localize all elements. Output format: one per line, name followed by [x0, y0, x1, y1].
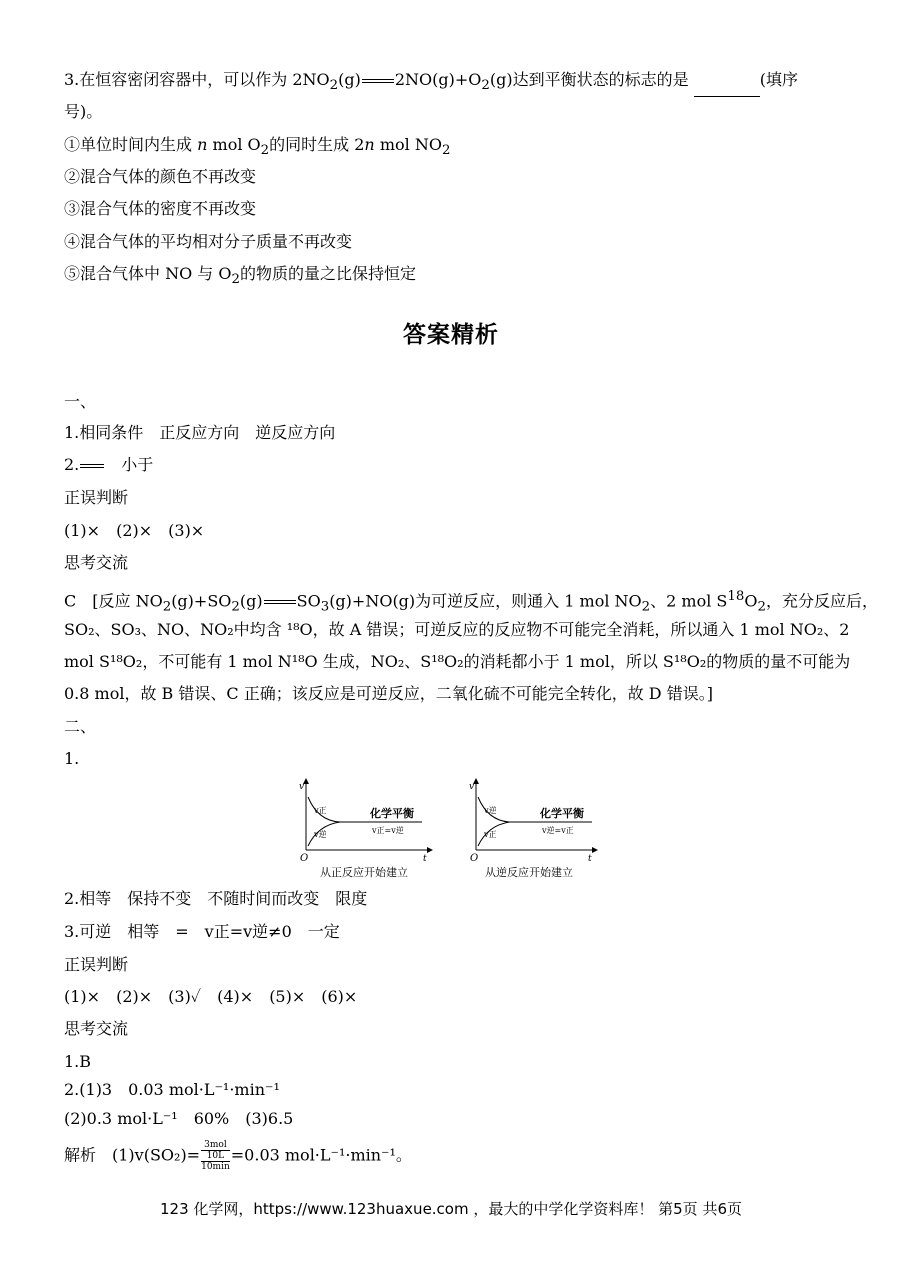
- section-1-item-1: 1.相同条件 正反应方向 逆反应方向: [64, 423, 336, 442]
- equilibrium-relation: v逆=v正: [542, 826, 574, 835]
- section-1-explanation-line1: C [反应 $NO_2(g)+SO_2(g)$ $SO_3(g)+NO(g)$为可逆反应，则通入 1 mol $NO_2$、2 mol $S^{18}O_2$，充分反应后，: [64, 589, 878, 615]
- graph-caption: 从正反应开始建立: [320, 866, 408, 879]
- section-1-think-heading: 思考交流: [64, 553, 129, 572]
- equilibrium-relation: v正=v逆: [372, 826, 404, 835]
- section-2-item-2: 2.相等 保持不变 不随时间而改变 限度: [64, 889, 368, 908]
- section-1-explanation-line3: mol S¹⁸O₂，不可能有 1 mol N¹⁸O 生成，NO₂、S¹⁸O₂的消耗都小于 1 mol，所以 S¹⁸O₂的物质的量不可能为: [64, 652, 851, 671]
- option-5: ⑤混合气体中 NO 与 $O_2$的物质的量之比保持恒定: [64, 264, 416, 288]
- graph-reverse: [469, 778, 598, 879]
- section-2-analysis: 解析 (1)v(SO₂)= 3mol 10L 10min =0.03 mol·L⁻¹·min⁻¹。: [64, 1140, 412, 1172]
- lower-curve-label: v正: [484, 830, 497, 839]
- section-1-item-2: 2. 小于: [64, 455, 154, 474]
- section-2-item-1: 1.: [64, 749, 80, 768]
- section-1-judge-heading: 正误判断: [64, 488, 129, 507]
- origin-label: O: [300, 853, 309, 864]
- axis-t-label: t: [588, 854, 592, 864]
- option-1: ①单位时间内生成 n mol $O_2$的同时生成 2n mol $NO_2$: [64, 135, 451, 159]
- equilibrium-arrow-icon: [362, 77, 394, 85]
- axis-v-label: v: [469, 782, 475, 792]
- section-2-answer-2: 2.(1)3 0.03 mol·L⁻¹·min⁻¹: [64, 1080, 280, 1099]
- section-1-judge-answers: (1)× (2)× (3)×: [64, 521, 205, 540]
- page-footer: 123 化学网，https://www.123huaxue.com ，最大的中学化学资料库！ 第5页 共6页: [159, 1200, 742, 1218]
- question-3-line1: 3.在恒容密闭容器中，可以作为 $2NO_2(g)$ $2NO(g)+O_2(g)$达到平衡状态的标志的是 (填序: [64, 69, 798, 97]
- section-2-answer-3: (2)0.3 mol·L⁻¹ 60% (3)6.5: [64, 1109, 294, 1128]
- origin-label: O: [470, 853, 479, 864]
- section-2-judge-heading: 正误判断: [64, 955, 129, 974]
- equilibrium-label: 化学平衡: [540, 807, 584, 820]
- axis-v-label: v: [299, 782, 305, 792]
- option-3: ③混合气体的密度不再改变: [64, 199, 257, 218]
- section-1-explanation-line2: SO₂、SO₃、NO、NO₂中均含 ¹⁸O，故 A 错误；可逆反应的反应物不可能完全消耗，所以通入 1 mol NO₂、2: [64, 620, 850, 639]
- section-2-heading: 二、: [64, 717, 97, 736]
- equilibrium-arrow-icon: [80, 462, 104, 470]
- option-2: ②混合气体的颜色不再改变: [64, 167, 257, 186]
- equilibrium-label: 化学平衡: [370, 807, 414, 820]
- answer-title: 答案精析: [403, 321, 499, 348]
- section-2-think-heading: 思考交流: [64, 1019, 129, 1038]
- graph-forward: [299, 778, 433, 879]
- option-4: ④混合气体的平均相对分子质量不再改变: [64, 232, 353, 251]
- question-3-line2: 号)。: [64, 102, 103, 121]
- upper-curve-label: v正: [314, 806, 327, 815]
- lower-curve-label: v逆: [314, 830, 327, 839]
- answer-blank: [694, 80, 760, 97]
- upper-curve-label: v逆: [484, 806, 497, 815]
- section-1-heading: 一、: [64, 392, 97, 411]
- fraction: 3mol 10L 10min: [201, 1140, 230, 1172]
- section-2-judge-answers: (1)× (2)× (3)✓ (4)× (5)× (6)×: [64, 987, 358, 1006]
- section-1-explanation-line4: 0.8 mol，故 B 错误、C 正确；该反应是可逆反应，二氧化硫不可能完全转化，故 D 错误。]: [64, 684, 713, 703]
- section-2-answer-1: 1.B: [64, 1052, 92, 1071]
- section-2-item-3: 3.可逆 相等 = v正=v逆≠0 一定: [64, 922, 340, 941]
- graph-caption: 从逆反应开始建立: [485, 866, 573, 879]
- axis-t-label: t: [423, 854, 427, 864]
- equilibrium-graphs: [290, 775, 610, 885]
- equilibrium-arrow-icon: [264, 598, 296, 606]
